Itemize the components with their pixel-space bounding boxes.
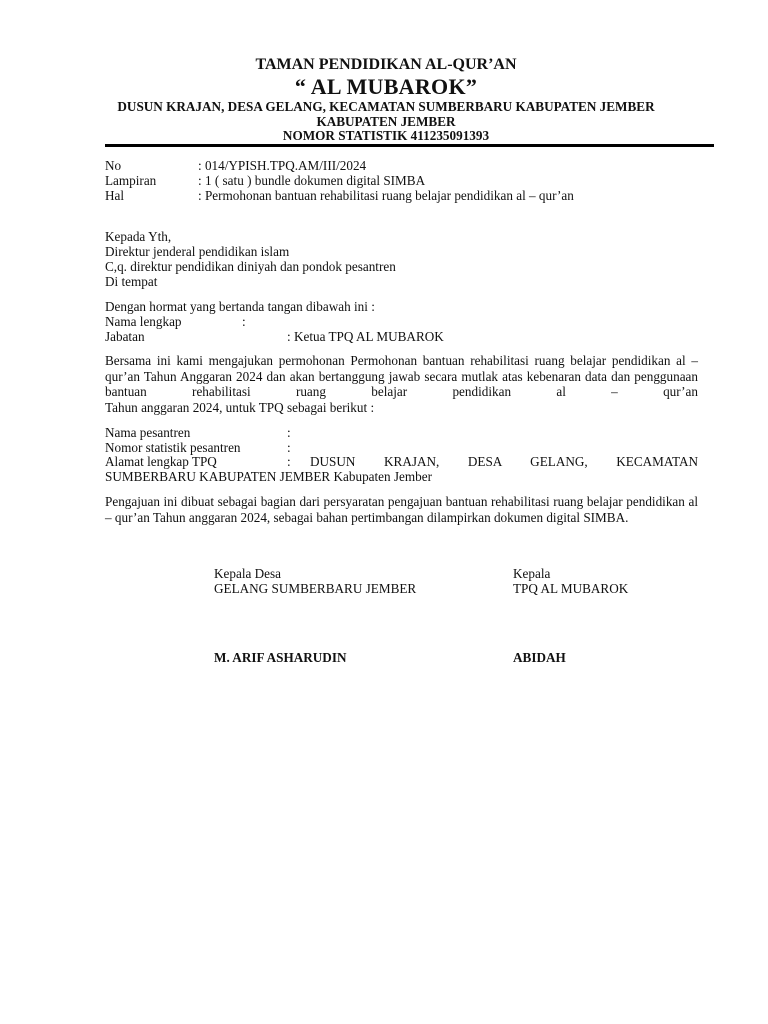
addressee-line: Direktur jenderal pendidikan islam <box>105 244 290 259</box>
body-paragraph-end: Tahun anggaran 2024, untuk TPQ sebagai berikut : <box>105 400 375 415</box>
meta-hal-label: Hal <box>105 188 125 203</box>
letterhead-address: DUSUN KRAJAN, DESA GELANG, KECAMATAN SUMBERBARU KABUPATEN JEMBER <box>117 99 655 114</box>
pesantren-name-colon: : <box>287 425 291 440</box>
meta-lampiran-label: Lampiran <box>105 173 157 188</box>
address-label: Alamat lengkap TPQ <box>105 454 217 469</box>
meta-no-value: : 014/YPISH.TPQ.AM/III/2024 <box>198 158 367 173</box>
meta-hal-value: : Permohonan bantuan rehabilitasi ruang belajar pendidikan al – qur’an <box>198 188 574 203</box>
addressee-line: C,q. direktur pendidikan diniyah dan pondok pesantren <box>105 259 396 274</box>
pesantren-name-label: Nama pesantren <box>105 425 191 440</box>
address-colon: : <box>287 454 291 469</box>
signature-right-title: Kepala <box>513 566 551 581</box>
statistic-number-label: Nomor statistik pesantren <box>105 440 241 455</box>
jabatan-label: Jabatan <box>105 329 145 344</box>
letterhead-statistic-number: NOMOR STATISTIK 411235091393 <box>282 128 490 143</box>
signature-right-subtitle: TPQ AL MUBAROK <box>513 581 629 596</box>
opening-sentence: Dengan hormat yang bertanda tangan dibawah ini : <box>105 299 375 314</box>
nama-lengkap-colon: : <box>242 314 246 329</box>
meta-no-label: No <box>105 158 122 173</box>
signature-right-name: ABIDAH <box>513 650 566 665</box>
meta-lampiran-value: : 1 ( satu ) bundle dokumen digital SIMBA <box>198 173 426 188</box>
nama-lengkap-label: Nama lengkap <box>105 314 182 329</box>
address-value: DUSUN KRAJAN, DESA GELANG, KECAMATAN <box>310 454 698 469</box>
letterhead-divider <box>105 144 714 147</box>
letterhead-regency: KABUPATEN JEMBER <box>316 114 456 129</box>
jabatan-value: : Ketua TPQ AL MUBAROK <box>287 329 444 344</box>
addressee-place: Di tempat <box>105 274 158 289</box>
signature-left-name: M. ARIF ASHARUDIN <box>214 650 347 665</box>
signature-left-title: Kepala Desa <box>214 566 281 581</box>
body-paragraph: Bersama ini kami mengajukan permohonan Permohonan bantuan rehabilitasi ruang belajar pendidikan al – qur’an Tahun Anggaran 2024 dan akan bertanggung jawab secara mutlak atas kebenaran data dan penggunaan bantuan rehabilitasi ruang belajar pendidikan al – qur’an <box>105 353 698 399</box>
letterhead-name: “ AL MUBAROK” <box>294 74 478 99</box>
letterhead-institution: TAMAN PENDIDIKAN AL-QUR’AN <box>255 56 517 73</box>
statistic-number-colon: : <box>287 440 291 455</box>
address-value-cont: SUMBERBARU KABUPATEN JEMBER Kabupaten Jember <box>105 469 433 484</box>
signature-left-subtitle: GELANG SUMBERBARU JEMBER <box>214 581 417 596</box>
closing-paragraph: Pengajuan ini dibuat sebagai bagian dari persyaratan pengajuan bantuan rehabilitasi ruang belajar pendidikan al – qur’an Tahun anggaran 2024, sebagai bahan pertimbangan dilampirkan dokumen digital SIMBA. <box>105 494 698 525</box>
addressee-greeting: Kepada Yth, <box>105 229 172 244</box>
